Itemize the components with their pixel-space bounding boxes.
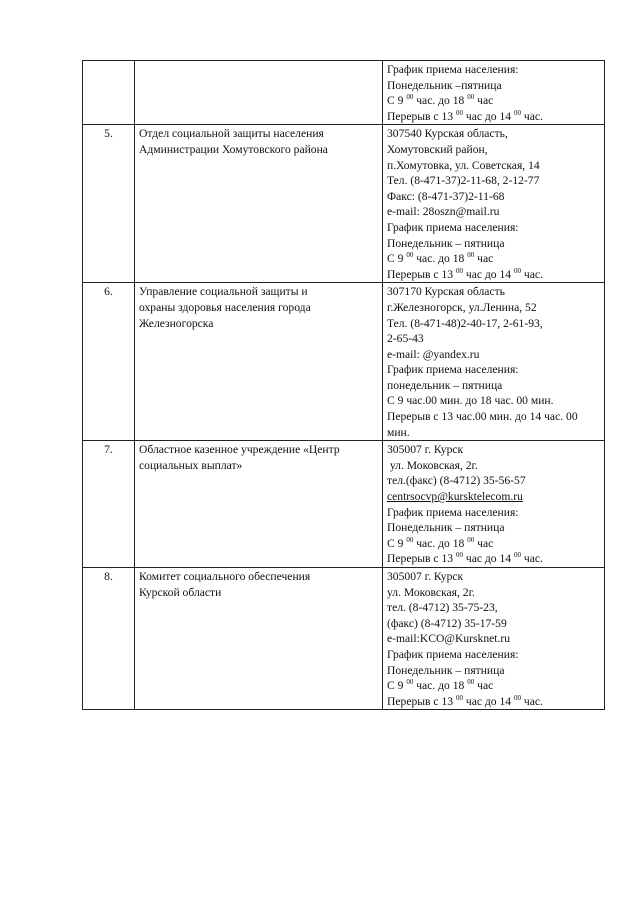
row-number: 5. — [83, 125, 135, 283]
email-link-text[interactable]: centrsocvp@kursktelecom.ru — [387, 490, 523, 504]
schedule-text: Перерыв с 13 — [387, 694, 456, 708]
contact-line: Понедельник – пятница — [387, 663, 505, 677]
schedule-line — [387, 536, 600, 552]
organization-name-line: Железногорска — [139, 316, 214, 330]
organization-name-line: Управление социальной защиты и — [139, 285, 308, 299]
row-number: 7. — [83, 441, 135, 568]
schedule-text: час — [474, 252, 494, 266]
schedule-line — [387, 694, 600, 710]
organization-name — [135, 283, 383, 441]
contact-line: ул. Моковская, 2г. — [387, 458, 478, 472]
contact-line: 307170 Курская область — [387, 285, 505, 299]
schedule-text: час. — [520, 109, 543, 123]
contact-line: Тел. (8-471-48)2-40-17, 2-61-93, — [387, 316, 543, 330]
contact-line: понедельник – пятница — [387, 378, 503, 392]
row-number: 6. — [83, 283, 135, 441]
minutes-superscript: 00 — [467, 535, 475, 544]
minutes-superscript: 00 — [406, 93, 414, 102]
schedule-line — [387, 267, 600, 283]
table-row — [83, 568, 605, 710]
organizations-table — [82, 60, 605, 710]
contact-line: тел. (8-4712) 35-75-23, — [387, 601, 498, 615]
organization-contacts — [383, 125, 605, 283]
contact-line: Перерыв с 13 час.00 мин. до 14 час. 00 мин. — [387, 410, 578, 439]
schedule-text: час до 14 — [462, 109, 514, 123]
table-row — [83, 61, 605, 125]
organizations-table-body — [83, 61, 605, 710]
minutes-superscript: 00 — [455, 266, 463, 275]
schedule-line — [387, 109, 600, 125]
schedule-line — [387, 251, 600, 267]
row-number — [83, 61, 135, 125]
organization-name-line: Отдел социальной защиты населения — [139, 127, 324, 141]
schedule-text: час — [474, 679, 494, 693]
schedule-text: час. — [520, 267, 543, 281]
contact-line: 305007 г. Курск — [387, 570, 464, 583]
organization-contacts — [383, 568, 605, 710]
table-row — [83, 125, 605, 283]
minutes-superscript: 00 — [455, 108, 463, 117]
schedule-text: С 9 — [387, 679, 407, 693]
contact-line: г.Железногорск, ул.Ленина, 52 — [387, 300, 537, 314]
contact-line: График приема населения: — [387, 63, 519, 76]
email-link[interactable] — [387, 489, 600, 505]
contact-line: 305007 г. Курск — [387, 443, 464, 457]
schedule-line — [387, 93, 600, 109]
schedule-text: час — [474, 94, 494, 108]
minutes-superscript: 00 — [513, 266, 521, 275]
schedule-text: час. до 18 — [413, 679, 468, 693]
contact-line: Хомутовский район, — [387, 142, 488, 156]
organization-name — [135, 125, 383, 283]
contact-line: Факс: (8-471-37)2-11-68 — [387, 189, 505, 203]
organization-name — [135, 568, 383, 710]
schedule-text: Перерыв с 13 — [387, 109, 456, 123]
contact-line: График приема населения: — [387, 363, 519, 377]
minutes-superscript: 00 — [467, 93, 475, 102]
contact-line: Тел. (8-471-37)2-11-68, 2-12-77 — [387, 174, 540, 188]
contact-line: График приема населения: — [387, 220, 519, 234]
schedule-text: Перерыв с 13 — [387, 552, 456, 566]
contact-line: e-mail:KCO@Kursknet.ru — [387, 632, 511, 646]
organization-contacts — [383, 441, 605, 568]
minutes-superscript: 00 — [406, 251, 414, 260]
organization-name-line: Администрации Хомутовского района — [139, 142, 328, 156]
contact-line: Понедельник –пятница — [387, 78, 502, 92]
minutes-superscript: 00 — [406, 535, 414, 544]
contact-line: Понедельник – пятница — [387, 521, 505, 535]
schedule-line — [387, 678, 600, 694]
schedule-text: час. до 18 — [413, 252, 468, 266]
minutes-superscript: 00 — [467, 678, 475, 687]
organization-name — [135, 441, 383, 568]
schedule-text: С 9 — [387, 252, 407, 266]
contact-line: 307540 Курская область, — [387, 127, 508, 141]
row-number: 8. — [83, 568, 135, 710]
table-row — [83, 283, 605, 441]
minutes-superscript: 00 — [513, 693, 521, 702]
organization-name-line: Областное казенное учреждение «Центр — [139, 443, 340, 457]
contact-line: 2-65-43 — [387, 332, 424, 346]
schedule-text: час. — [520, 552, 543, 566]
schedule-text: С 9 — [387, 94, 407, 108]
contact-line: e-mail: @yandex.ru — [387, 347, 480, 361]
organization-name-line: Курской области — [139, 585, 222, 599]
minutes-superscript: 00 — [513, 551, 521, 560]
schedule-text: час. — [520, 694, 543, 708]
schedule-text: час до 14 — [462, 552, 514, 566]
organization-contacts — [383, 283, 605, 441]
organization-contacts — [383, 61, 605, 125]
minutes-superscript: 00 — [513, 108, 521, 117]
schedule-text: Перерыв с 13 — [387, 267, 456, 281]
contact-line: С 9 час.00 мин. до 18 час. 00 мин. — [387, 394, 554, 408]
contact-line: e-mail: 28oszn@mail.ru — [387, 205, 500, 219]
schedule-text: час. до 18 — [413, 536, 468, 550]
table-row — [83, 441, 605, 568]
organization-name — [135, 61, 383, 125]
organization-name-line: социальных выплат» — [139, 458, 243, 472]
schedule-text: С 9 — [387, 536, 407, 550]
organization-name-line: Комитет социального обеспечения — [139, 570, 311, 583]
organization-name-line: охраны здоровья населения города — [139, 300, 311, 314]
contact-line: График приема населения: — [387, 505, 519, 519]
minutes-superscript: 00 — [455, 693, 463, 702]
contact-line: (факс) (8-4712) 35-17-59 — [387, 616, 507, 630]
contact-line: ул. Моковская, 2г. — [387, 585, 475, 599]
schedule-text: час до 14 — [462, 267, 514, 281]
schedule-line — [387, 551, 600, 567]
contact-line: Понедельник – пятница — [387, 236, 505, 250]
contact-line: п.Хомутовка, ул. Советская, 14 — [387, 158, 540, 172]
contact-line: График приема населения: — [387, 647, 519, 661]
minutes-superscript: 00 — [406, 678, 414, 687]
contact-line: тел.(факс) (8-4712) 35-56-57 — [387, 474, 526, 488]
schedule-text: час. до 18 — [413, 94, 468, 108]
minutes-superscript: 00 — [455, 551, 463, 560]
schedule-text: час — [474, 536, 494, 550]
minutes-superscript: 00 — [467, 251, 475, 260]
schedule-text: час до 14 — [462, 694, 514, 708]
